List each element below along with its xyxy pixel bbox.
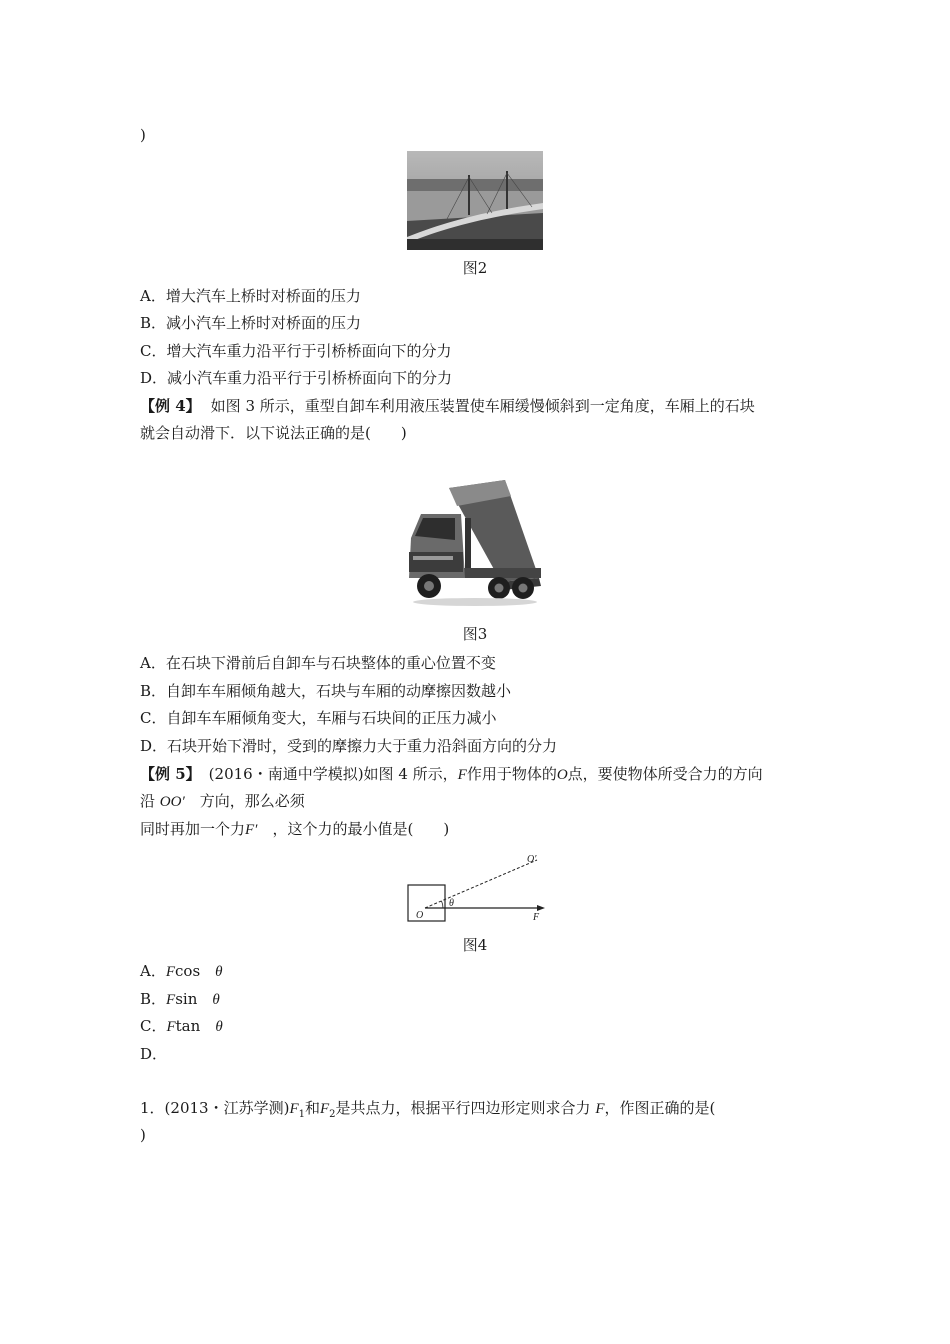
example4-tag: 【例 4】 xyxy=(140,397,201,415)
example5-text-f: 同时再加一个力 xyxy=(140,820,246,838)
q3-option-d: D．减小汽车重力沿平行于引桥桥面向下的分力 xyxy=(140,369,453,387)
example5-source: (2016・南通中学模拟)如图 4 所示， xyxy=(208,765,458,783)
dump-truck-photo xyxy=(405,478,545,612)
example4-option-c: C．自卸车车厢倾角变大，车厢与石块间的正压力减小 xyxy=(140,709,497,727)
oo-prime-dashed-line xyxy=(425,860,537,908)
example5-text-e: 方向，那么必须 xyxy=(199,792,305,810)
q3-option-b: B．减小汽车上桥时对桥面的压力 xyxy=(140,314,362,332)
arrow-head xyxy=(537,905,545,911)
closing-paren: ) xyxy=(140,126,146,144)
var-OOprime: OO′ xyxy=(159,794,185,810)
example5-text-c: 点，要使物体所受合力的方向 xyxy=(567,765,763,783)
example4-option-d: D．石块开始下滑时，受到的摩擦力大于重力沿斜面方向的分力 xyxy=(140,737,558,755)
example5-line3 xyxy=(140,818,449,841)
example4-option-b: B．自卸车车厢倾角越大，石块与车厢的动摩擦因数越小 xyxy=(140,682,512,700)
label-F: F xyxy=(533,912,540,923)
example5-line2 xyxy=(140,790,305,813)
example5-tag: 【例 5】 xyxy=(140,765,201,783)
q3-option-a: A．增大汽车上桥时对桥面的压力 xyxy=(140,287,361,305)
var-F-result: F xyxy=(595,1101,605,1117)
example5-line1 xyxy=(140,763,763,786)
example4-line1 xyxy=(140,395,755,417)
example5-text-d: 沿 xyxy=(140,792,156,810)
example5-option-a: A．Fcos θ xyxy=(140,962,223,980)
bridge-photo xyxy=(407,151,543,250)
fig3-caption: 图3 xyxy=(462,625,488,643)
var-F1: F xyxy=(289,1101,299,1117)
example5-text-b: 作用于物体的 xyxy=(466,765,557,783)
fig2-caption: 图2 xyxy=(462,259,488,277)
label-O-prime: O′ xyxy=(527,854,537,865)
label-theta: θ xyxy=(449,898,454,909)
example4-line2: 就会自动滑下．以下说法正确的是( ) xyxy=(140,424,407,442)
example4-text1: 如图 3 所示，重型自卸车利用液压装置使车厢缓慢倾斜到一定角度，车厢上的石块 xyxy=(210,397,755,415)
force-diagram xyxy=(405,850,555,926)
q3-option-c: C．增大汽车重力沿平行于引桥桥面向下的分力 xyxy=(140,342,452,360)
label-O: O xyxy=(416,910,424,921)
example4-option-a: A．在石块下滑前后自卸车与石块整体的重心位置不变 xyxy=(140,654,496,672)
theta-arc xyxy=(442,901,444,908)
question1-line2: ) xyxy=(140,1126,146,1144)
fig4-caption: 图4 xyxy=(462,936,488,954)
object-box xyxy=(408,885,445,921)
example5-text-g: ，这个力的最小值是( ) xyxy=(272,820,450,838)
example5-option-c: C．Ftan θ xyxy=(140,1017,223,1035)
var-F2: F xyxy=(320,1101,330,1117)
var-O: O xyxy=(556,767,568,783)
question1-line1: 1．(2013・江苏学测)$F_1$和$F_2$是共点力，根据平行四边形定则求合力 F，作图正确的是( xyxy=(140,1099,716,1120)
example5-option-d: D． xyxy=(140,1045,168,1063)
example5-option-b: B．Fsin θ xyxy=(140,990,220,1008)
var-F: F xyxy=(457,767,467,783)
var-Fprime: F′ xyxy=(245,822,258,838)
